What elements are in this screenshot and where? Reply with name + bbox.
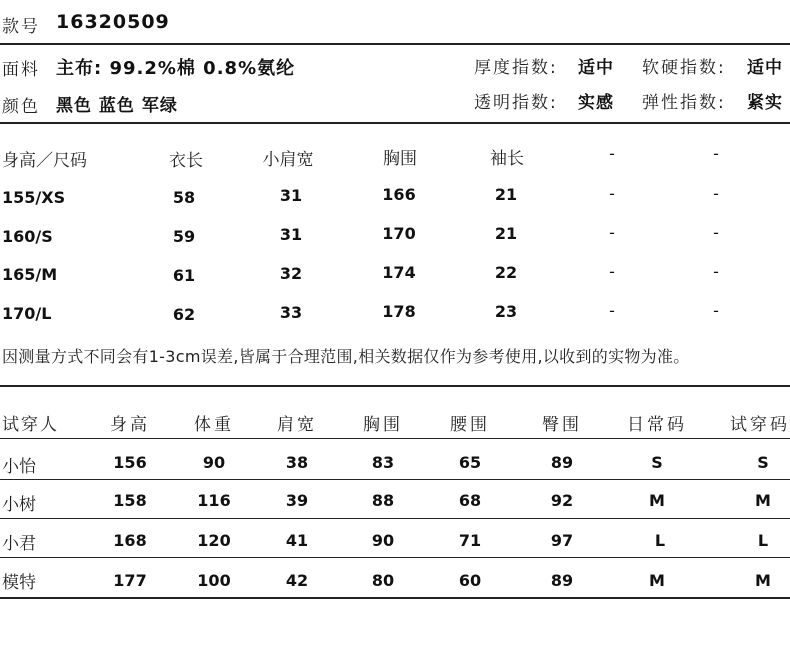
- style-no-label: 款号: [2, 17, 40, 37]
- size-cell: 21: [494, 185, 518, 204]
- divider: [0, 122, 790, 124]
- fit-cell: 83: [371, 453, 395, 472]
- size-cell: -: [713, 184, 719, 203]
- measurement-note: 因测量方式不同会有1-3cm误差,皆属于合理范围,相关数据仅作为参考使用,以收到的实物为准。: [2, 347, 690, 366]
- fit-header-hip: 臀围: [542, 415, 582, 435]
- fabric-label: 面料: [2, 60, 40, 80]
- fit-cell: 100: [197, 571, 231, 590]
- fit-cell: 89: [550, 453, 574, 472]
- softness-value: 适中: [747, 58, 783, 78]
- fit-person-name: 模特: [2, 573, 36, 593]
- fit-header-shoulder: 肩宽: [277, 415, 317, 435]
- fit-header-daily-size: 日常码: [627, 415, 687, 435]
- fit-cell: 42: [285, 571, 309, 590]
- fit-header-chest: 胸围: [363, 415, 403, 435]
- fit-header-person: 试穿人: [2, 415, 59, 435]
- fit-cell: M: [649, 491, 665, 510]
- size-header-empty: -: [609, 144, 615, 163]
- size-cell: 58: [172, 188, 196, 207]
- size-header-chest: 胸围: [383, 149, 417, 169]
- colors-value: 黑色 蓝色 军绿: [56, 96, 178, 116]
- fit-cell: M: [649, 571, 665, 590]
- divider: [0, 479, 790, 480]
- size-cell: 59: [172, 227, 196, 246]
- size-cell: -: [713, 223, 719, 242]
- size-header-length: 衣长: [169, 151, 203, 171]
- softness-label: 软硬指数:: [642, 58, 726, 78]
- transparency-label: 透明指数:: [474, 93, 558, 113]
- size-cell: -: [609, 262, 615, 281]
- divider: [0, 518, 790, 519]
- fit-cell: S: [757, 453, 769, 472]
- size-cell: -: [609, 184, 615, 203]
- fit-cell: 90: [371, 531, 395, 550]
- size-cell: 22: [494, 263, 518, 282]
- size-header-sleeve: 袖长: [490, 149, 524, 169]
- fit-cell: L: [757, 531, 769, 550]
- fit-cell: 168: [113, 531, 147, 550]
- fabric-value: 主布: 99.2%棉 0.8%氨纶: [56, 58, 296, 79]
- fit-cell: 116: [197, 491, 231, 510]
- fit-cell: 97: [550, 531, 574, 550]
- fit-cell: 90: [202, 453, 226, 472]
- fit-cell: 38: [285, 453, 309, 472]
- fit-header-tried-size: 试穿码: [730, 415, 790, 435]
- size-cell: 174: [382, 263, 416, 282]
- fit-cell: L: [654, 531, 666, 550]
- size-cell: -: [713, 262, 719, 281]
- size-cell: 170: [382, 224, 416, 243]
- style-no-value: 16320509: [56, 11, 170, 33]
- size-cell: -: [713, 301, 719, 320]
- fit-cell: 88: [371, 491, 395, 510]
- colors-label: 颜色: [2, 97, 40, 117]
- size-cell: -: [609, 301, 615, 320]
- fit-cell: 41: [285, 531, 309, 550]
- fit-cell: 39: [285, 491, 309, 510]
- size-cell: 23: [494, 302, 518, 321]
- divider: [0, 43, 790, 45]
- divider: [0, 385, 790, 387]
- divider: [0, 438, 790, 439]
- size-cell: 178: [382, 302, 416, 321]
- size-cell: 166: [382, 185, 416, 204]
- size-header-empty: -: [713, 144, 719, 163]
- fit-cell: 156: [113, 453, 147, 472]
- fit-header-waist: 腰围: [450, 415, 490, 435]
- fit-cell: 71: [458, 531, 482, 550]
- divider: [0, 597, 790, 599]
- fit-header-height: 身高: [110, 415, 150, 435]
- transparency-value: 实感: [578, 93, 614, 113]
- fit-cell: 120: [197, 531, 231, 550]
- size-cell: 31: [279, 225, 303, 244]
- fit-cell: 177: [113, 571, 147, 590]
- fit-person-name: 小树: [2, 495, 36, 515]
- size-cell: 61: [172, 266, 196, 285]
- fit-cell: 68: [458, 491, 482, 510]
- fit-cell: 80: [371, 571, 395, 590]
- divider: [0, 557, 790, 558]
- size-row-label: 165/M: [2, 265, 58, 284]
- fit-cell: 158: [113, 491, 147, 510]
- fit-cell: M: [755, 571, 771, 590]
- size-cell: 31: [279, 186, 303, 205]
- fit-cell: 92: [550, 491, 574, 510]
- fit-cell: M: [755, 491, 771, 510]
- size-cell: 62: [172, 305, 196, 324]
- size-header-height: 身高／尺码: [2, 151, 87, 171]
- fit-cell: 89: [550, 571, 574, 590]
- size-cell: 33: [279, 303, 303, 322]
- fit-cell: 65: [458, 453, 482, 472]
- size-cell: 32: [279, 264, 303, 283]
- size-row-label: 170/L: [2, 304, 52, 323]
- elasticity-label: 弹性指数:: [642, 93, 726, 113]
- size-cell: 21: [494, 224, 518, 243]
- size-row-label: 155/XS: [2, 188, 66, 207]
- thickness-label: 厚度指数:: [474, 58, 558, 78]
- elasticity-value: 紧实: [747, 93, 783, 113]
- size-row-label: 160/S: [2, 227, 53, 246]
- size-cell: -: [609, 223, 615, 242]
- fit-cell: S: [651, 453, 663, 472]
- fit-cell: 60: [458, 571, 482, 590]
- fit-person-name: 小君: [2, 534, 36, 554]
- size-header-shoulder: 小肩宽: [262, 150, 314, 170]
- fit-header-weight: 体重: [194, 415, 234, 435]
- fit-person-name: 小怡: [2, 457, 36, 477]
- thickness-value: 适中: [578, 58, 614, 78]
